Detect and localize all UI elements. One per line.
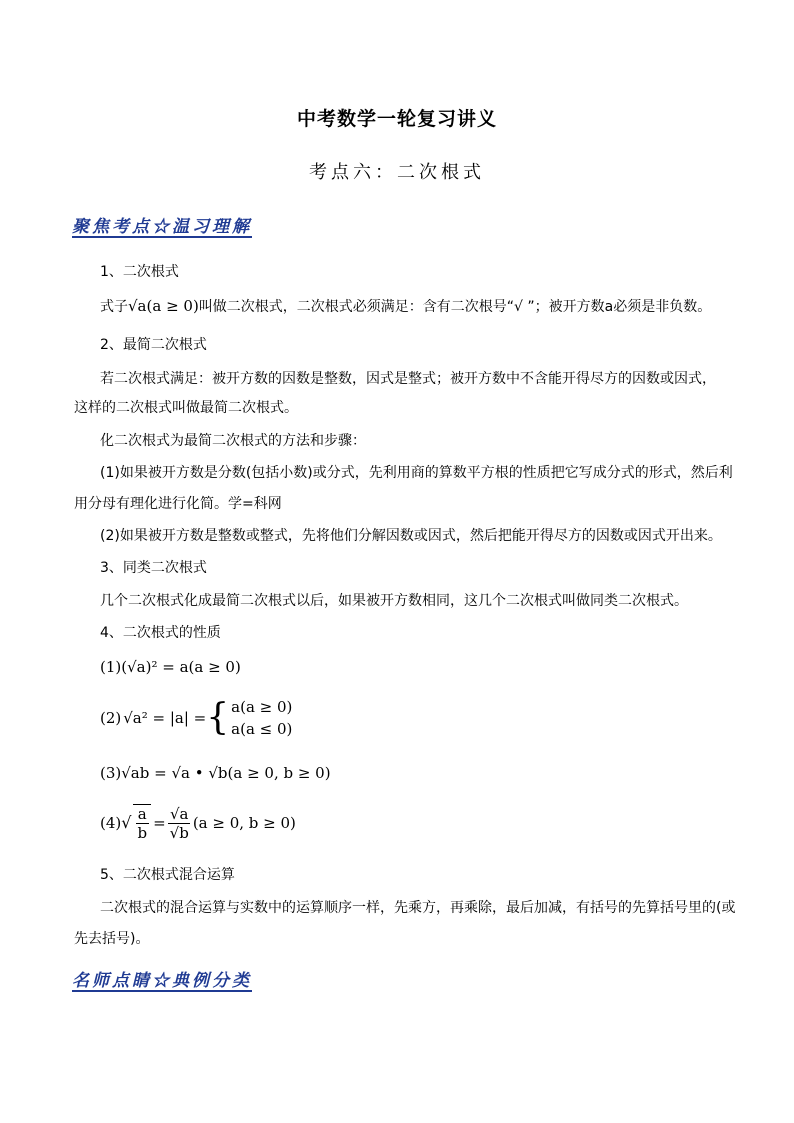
property-3: (3)√ab = √a • √b(a ≥ 0, b ≥ 0): [100, 764, 331, 782]
page-subtitle: 考点六：二次根式: [309, 162, 485, 183]
section-heading-examples: 名师点睛☆典例分类: [72, 971, 252, 991]
item-1-text-post: 叫做二次根式，二次根式必须满足：含有二次根号“√ ”；被开方数a必须是非负数。: [198, 299, 712, 315]
item-2-text-a: 若二次根式满足：被开方数的因数是整数，因式是整式；被开方数中不含能开得尽方的因数或因式，: [100, 371, 716, 387]
property-2-cases: [206, 696, 292, 740]
property-2: [100, 696, 292, 740]
property-4-condition: (a ≥ 0, b ≥ 0): [192, 814, 296, 832]
item-5-heading: 5、二次根式混合运算: [100, 867, 235, 883]
item-5-text-a: 二次根式的混合运算与实数中的运算顺序一样，先乘方，再乘除，最后加减，有括号的先算括号里的(或: [100, 900, 736, 916]
property-1: (1)(√a)² = a(a ≥ 0): [100, 658, 241, 676]
item-2-method-1b: 用分母有理化进行化简。学=科网: [74, 496, 282, 512]
left-brace-icon: {: [206, 697, 230, 738]
property-4-rhs-num: √a: [169, 804, 189, 823]
property-2-case-1: a(a ≥ 0): [231, 698, 293, 716]
sqrt-icon: √: [121, 813, 132, 832]
item-2-method-2: (2)如果被开方数是整数或整式，先将他们分解因数或因式，然后把能开得尽方的因数或因式开出来。: [100, 528, 722, 544]
item-3-text: 几个二次根式化成最简二次根式以后，如果被开方数相同，这几个二次根式叫做同类二次根式。: [100, 593, 688, 609]
item-2-heading: 2、最简二次根式: [100, 337, 207, 353]
property-2-lhs: √a² = |a| =: [123, 709, 207, 727]
item-1-math: √a(a ≥ 0): [128, 297, 199, 315]
item-2-method: 化二次根式为最简二次根式的方法和步骤：: [100, 433, 366, 449]
page-title: 中考数学一轮复习讲义: [296, 108, 497, 130]
property-4: (4) √ $\frac{a}{b}$ = $\frac{√a}{√b}$ (a ≥ 0, b ≥ 0): [100, 804, 296, 842]
item-2-text-b: 这样的二次根式叫做最简二次根式。: [74, 400, 298, 416]
property-4-lhs-den: b: [137, 824, 148, 842]
section-heading-review: 聚焦考点☆温习理解: [72, 217, 252, 237]
item-1-text: [100, 296, 711, 317]
property-4-lhs-fraction: [133, 804, 151, 842]
property-4-lhs-num: a: [137, 805, 147, 823]
property-2-prefix: (2): [100, 709, 122, 727]
item-4-heading: 4、二次根式的性质: [100, 625, 221, 641]
property-4-rhs-fraction: [168, 805, 191, 842]
item-1-text-pre: 式子: [100, 299, 128, 315]
item-1-heading: 1、二次根式: [100, 264, 179, 280]
item-2-method-1a: (1)如果被开方数是分数(包括小数)或分式，先利用商的算数平方根的性质把它写成分式的形式，然后利: [100, 465, 733, 481]
item-5-text-b: 先去括号)。: [74, 931, 150, 947]
property-4-rhs-den: √b: [169, 823, 189, 842]
property-2-case-2: a(a ≤ 0): [231, 720, 293, 738]
property-4-prefix: (4): [100, 814, 122, 832]
item-3-heading: 3、同类二次根式: [100, 560, 207, 576]
